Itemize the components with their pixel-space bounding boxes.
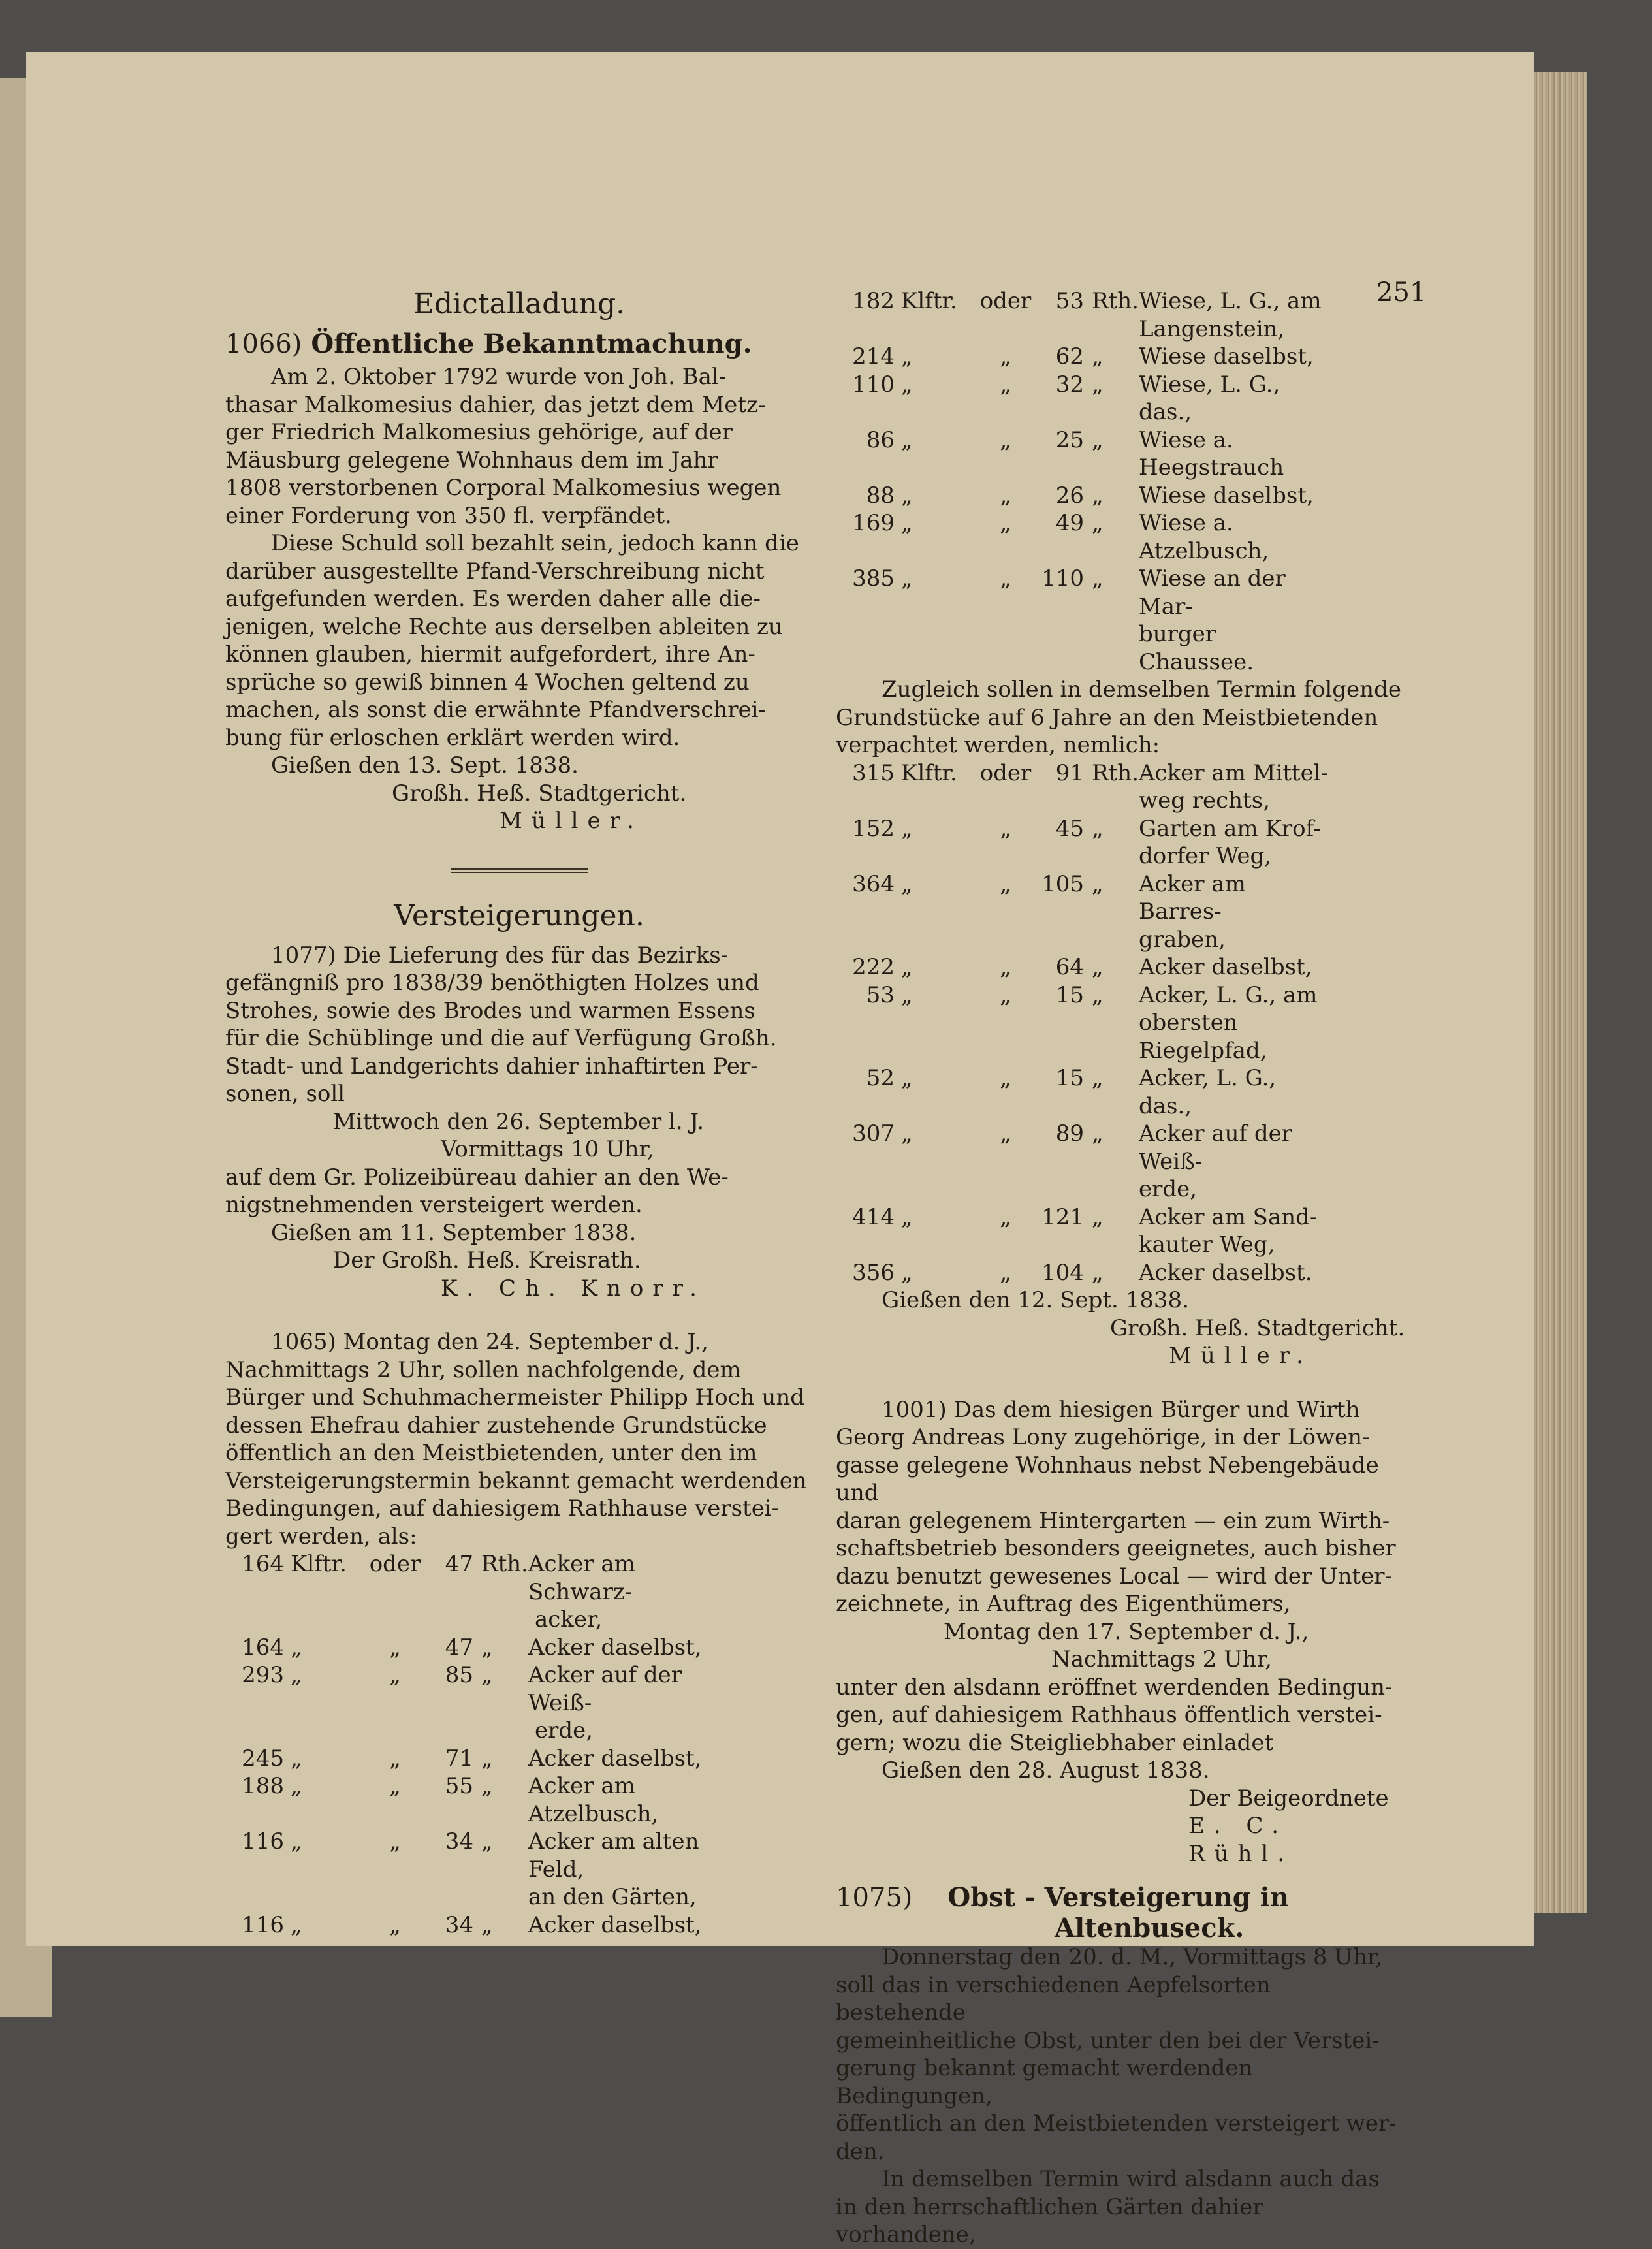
table-row [836,426,1335,482]
plot-area-ruthen: 25 [1055,426,1084,453]
plot-desc-line: Acker am Schwarz- [528,1551,635,1605]
plot-area-klafter: 188 [242,1773,284,1799]
plot-area-ruthen: 62 [1055,343,1084,370]
plot-unit: „ [901,981,913,1008]
plot-description [1139,953,1335,981]
text-line: verpachtet werden, nemlich: [836,732,1160,758]
plot-unit: „ [1092,981,1104,1008]
plot-unit: „ [291,1662,302,1688]
plot-area-klafter: 52 [866,1065,895,1091]
text-line: Mäusburg gelegene Wohnhaus dem im Jahr [225,447,718,473]
date-line: Montag den 17. September d. J., [944,1618,1309,1645]
plot-desc-line: Acker am Barres- [1138,870,1246,925]
table-row [225,1745,724,1773]
place-date: Gießen den 13. Sept. 1838. [271,752,579,778]
item-1001 [836,1396,1407,1868]
text-line: gern; wozu die Steigliebhaber einladet [836,1729,1274,1756]
text-line: dazu benutzt gewesenes Local — wird der Unter- [836,1563,1393,1589]
text-line: für die Schüblinge und die auf Verfügung Großh. [225,1025,777,1051]
plot-desc-line: Acker am alten Feld, [528,1828,699,1883]
text-line: gen, auf dahiesigem Rathhaus öffentlich verstei- [836,1702,1382,1728]
plot-description [1139,815,1335,870]
table-row [225,1634,724,1662]
plot-area-ruthen: 121 [1041,1204,1084,1230]
text-line: gert werden, als: [225,1523,417,1550]
plot-area-ruthen: 64 [1055,954,1084,980]
plot-desc-line: Wiese a. Atzelbusch, [1138,510,1269,564]
plot-area-ruthen: 47 [445,1634,473,1661]
plot-unit: „ [901,1065,913,1091]
plot-desc-line: erde, [1138,1176,1198,1202]
table-row [836,565,1335,676]
plot-unit: „ [1092,1121,1104,1147]
plot-unit: „ [901,371,913,398]
plot-unit: „ [901,482,913,509]
plot-description [1139,1204,1335,1259]
plot-desc-line: Acker am Atzelbusch, [528,1773,659,1827]
plot-oder: „ [1000,870,1011,897]
plot-area-ruthen: 34 [445,1828,473,1855]
plot-oder: „ [1000,566,1011,592]
plot-desc-line: Acker daselbst. [1138,1259,1312,1286]
plot-description [1139,509,1335,565]
plot-area-klafter: 214 [852,343,895,370]
plot-area-ruthen: 45 [1055,815,1084,842]
authority: Der Beigeordnete [1188,1785,1389,1811]
item-1077 [225,942,813,1303]
plot-unit: „ [481,1634,493,1661]
plot-unit: „ [1092,870,1104,897]
table-row [836,1259,1335,1287]
plot-area-klafter: 307 [852,1121,895,1147]
signature: Müller. [500,808,643,834]
plot-unit: „ [1092,815,1104,842]
plot-oder: „ [389,1745,401,1772]
plot-unit: „ [1092,371,1104,398]
text-line: dessen Ehefrau dahier zustehende Grundstücke [225,1412,767,1439]
plot-desc-line: acker, [534,1606,603,1633]
text-line: daran gelegenem Hintergarten — ein zum Wirth- [836,1507,1390,1534]
plot-area-klafter: 86 [866,426,895,453]
plot-desc-line: Acker daselbst, [528,1634,702,1661]
plot-description [528,1911,724,1939]
text-line: gefängniß pro 1838/39 benöthigten Holzes und [225,970,759,996]
plot-oder: „ [1000,954,1011,980]
plot-unit: „ [1092,1259,1104,1286]
plot-unit: „ [1092,510,1104,536]
plot-unit: „ [901,870,913,897]
text-line: Bürger und Schuhmachermeister Philipp Hoch und [225,1384,804,1411]
plot-desc-line: Acker, L. G., das., [1138,1065,1277,1119]
plot-oder: „ [389,1773,401,1799]
plot-unit: „ [1092,954,1104,980]
plot-unit: „ [481,1773,493,1799]
item-1075-number: 1075) [836,1883,913,1913]
plot-unit: Rth. [1092,759,1139,786]
plot-area-klafter: 385 [852,566,895,592]
text-line: gasse gelegene Wohnhaus nebst Nebengebäude und [836,1452,1379,1506]
plot-unit: „ [1092,482,1104,509]
table-row [836,1120,1335,1204]
plot-area-klafter: 245 [242,1745,284,1772]
plot-area-ruthen: 15 [1055,981,1084,1008]
text-line: 1001) Das dem hiesigen Bürger und Wirth [882,1396,1360,1423]
plot-unit: „ [291,1828,302,1855]
time-line: Nachmittags 2 Uhr, [1051,1646,1273,1672]
plot-unit: „ [291,1773,302,1799]
signature: E. C. Rühl. [1188,1813,1294,1867]
place-date: Gießen den 12. Sept. 1838. [882,1287,1189,1313]
plot-desc-line: Wiese an der Mar- [1138,566,1286,620]
text-line: den. [836,2138,885,2165]
plot-desc-line: obersten Riegelpfad, [1138,1010,1267,1064]
text-line: Versteigerungstermin bekannt gemacht werdenden [225,1467,807,1494]
table-row [836,1064,1335,1120]
plot-description [528,1661,724,1745]
plot-area-ruthen: 110 [1041,566,1084,592]
authority: Großh. Heß. Stadtgericht. [392,780,687,806]
text-line: bung für erloschen erklärt werden wird. [225,724,680,751]
plot-description [1139,287,1335,343]
item-1066-title: Öffentliche Bekanntmachung. [311,328,752,359]
table-row [836,981,1335,1065]
plot-description [528,1772,724,1828]
plot-description [1139,1259,1335,1287]
table-row [836,371,1335,426]
date-line: Mittwoch den 26. September l. J. [333,1108,705,1135]
text-line: nigstnehmenden versteigert werden. [225,1192,643,1218]
authority: Großh. Heß. Stadtgericht. [1110,1315,1405,1341]
table-row [836,870,1335,954]
signature: Müller. [1169,1343,1312,1369]
plot-desc-line: graben, [1138,926,1226,953]
plot-area-ruthen: 53 [1055,288,1084,314]
plot-area-klafter: 356 [852,1259,895,1286]
plot-unit: Rth. [481,1551,528,1577]
text-line: Stadt- und Landgerichts dahier inhaftirten Per- [225,1053,758,1079]
place-date: Gießen am 11. September 1838. [271,1219,637,1246]
plot-oder: „ [1000,1065,1011,1091]
text-line: Diese Schuld soll bezahlt sein, jedoch kann die [271,530,799,556]
plot-unit: „ [901,815,913,842]
plot-area-ruthen: 85 [445,1662,473,1688]
plot-area-ruthen: 104 [1041,1259,1084,1286]
plot-desc-line: Acker auf der Weiß- [528,1662,682,1716]
place-date: Gießen den 28. August 1838. [882,1757,1210,1783]
signature: K. Ch. Knorr. [441,1275,706,1301]
edictalladung-heading: Edictalladung. [413,287,626,321]
text-line: schaftsbetrieb besonders geeignetes, auch bisher [836,1535,1396,1561]
plot-area-klafter: 116 [242,1911,284,1938]
plot-area-klafter: 414 [852,1204,895,1230]
table-row [836,1204,1335,1259]
text-line: 1077) Die Lieferung des für das Bezirks- [271,942,729,968]
plot-desc-line: Wiese, L. G., das., [1138,371,1280,425]
plot-oder: „ [1000,371,1011,398]
plot-area-klafter: 222 [852,954,895,980]
plot-area-ruthen: 32 [1055,371,1084,398]
plot-unit: „ [901,510,913,536]
table-row [836,953,1335,981]
plot-unit: „ [1092,343,1104,370]
item-1065 [225,1328,813,1939]
text-line: 1065) Montag den 24. September d. J., [271,1329,708,1355]
item-1075-title-line1: Obst - Versteigerung in [947,1882,1289,1913]
plot-unit: „ [901,1259,913,1286]
item-1075 [836,1882,1407,2249]
plot-area-klafter: 116 [242,1828,284,1855]
plot-desc-line: Langenstein, [1138,315,1285,342]
plot-description [1139,981,1335,1065]
plot-unit: „ [481,1662,493,1688]
plot-unit: „ [901,1204,913,1230]
plot-unit: „ [291,1745,302,1772]
text-line: darüber ausgestellte Pfand-Verschreibung nicht [225,558,765,584]
plot-description [1139,870,1335,954]
text-line: auf dem Gr. Polizeibüreau dahier an den We- [225,1164,729,1190]
plot-description [1139,565,1335,676]
item-1066-body [225,363,813,835]
plot-unit: „ [1092,426,1104,453]
text-line: Grundstücke auf 6 Jahre an den Meistbietenden [836,704,1378,731]
plot-oder: „ [389,1828,401,1855]
table-row [225,1772,724,1828]
plot-area-klafter: 152 [852,815,895,842]
table-row [225,1828,724,1911]
plot-desc-line: an den Gärten, [528,1884,697,1910]
plot-desc-line: Wiese daselbst, [1138,482,1314,509]
item-1075-heading [836,1882,1407,1913]
plot-description [1139,426,1335,482]
text-line: 1808 verstorbenen Corporal Malkomesius wegen [225,475,782,501]
text-line: in den herrschaftlichen Gärten dahier vorhandene, [836,2193,1263,2248]
page-number: 251 [1376,278,1427,308]
plot-oder: oder [979,759,1032,786]
text-line: zeichnete, in Auftrag des Eigenthümers, [836,1591,1291,1617]
plot-unit: „ [481,1828,493,1855]
plot-oder: „ [1000,426,1011,453]
plot-area-ruthen: 34 [445,1911,473,1938]
plot-description [1139,371,1335,426]
plot-area-klafter: 293 [242,1662,284,1688]
text-line: Strohes, sowie des Brodes und warmen Essens [225,997,755,1024]
plot-desc-line: Acker am Sand- [1138,1204,1318,1230]
text-line: sprüche so gewiß binnen 4 Wochen geltend zu [225,669,750,695]
table-row [225,1661,724,1745]
text-line: können glauben, hiermit aufgefordert, ihre An- [225,641,755,667]
versteigerungen-heading: Versteigerungen. [394,899,644,933]
plot-unit: Klftr. [901,759,957,786]
plot-unit: „ [901,1121,913,1147]
plot-area-klafter: 53 [866,981,895,1008]
plot-unit: Rth. [1092,288,1139,314]
text-line: Nachmittags 2 Uhr, sollen nachfolgende, dem [225,1356,741,1383]
plot-oder: oder [369,1551,421,1577]
plot-area-ruthen: 26 [1055,482,1084,509]
text-line: Bedingungen, auf dahiesigem Rathhause verstei- [225,1495,780,1522]
plot-area-ruthen: 89 [1055,1121,1084,1147]
plot-desc-line: Acker daselbst, [528,1745,702,1772]
plot-description [528,1828,724,1911]
plot-area-ruthen: 55 [445,1773,473,1799]
plot-unit: „ [291,1634,302,1661]
time-line: Vormittags 10 Uhr, [441,1136,654,1162]
plot-desc-line: Acker daselbst, [528,1911,702,1938]
plot-desc-line: Wiese a. Heegstrauch [1138,426,1284,481]
item-1075-title-line2: Altenbuseck. [1055,1913,1245,1943]
plot-area-ruthen: 49 [1055,510,1084,536]
table-row [836,509,1335,565]
plot-unit: „ [481,1911,493,1938]
plot-area-klafter: 110 [852,371,895,398]
text-line: Am 2. Oktober 1792 wurde von Joh. Bal- [271,364,727,390]
plot-area-klafter: 88 [866,482,895,509]
plot-description [1139,343,1335,371]
text-line: aufgefunden werden. Es werden daher alle die- [225,586,761,612]
text-line: gemeinheitliche Obst, unter den bei der Verstei- [836,2027,1380,2054]
plot-unit: Klftr. [291,1551,347,1577]
plot-oder: oder [979,288,1032,314]
plot-area-klafter: 315 [852,759,895,786]
text-line: Georg Andreas Lony zugehörige, in der Löwen- [836,1424,1370,1450]
plot-desc-line: Garten am Krof- [1138,815,1321,842]
plot-area-ruthen: 71 [445,1745,473,1772]
text-line: einer Forderung von 350 fl. verpfändet. [225,502,672,529]
plot-oder: „ [1000,1259,1011,1286]
plot-description [1139,1064,1335,1120]
plot-description [1139,482,1335,510]
plot-desc-line: burger Chaussee. [1138,621,1254,675]
text-line: öffentlich an den Meistbietenden versteigert wer- [836,2111,1397,2137]
text-line: unter den alsdann eröffnet werdenden Bedingun- [836,1674,1393,1700]
text-line: öffentlich an den Meistbietenden, unter den im [225,1440,757,1466]
plot-desc-line: kauter Weg, [1138,1232,1275,1258]
plot-desc-line: Wiese, L. G., am [1138,288,1322,314]
plot-unit: „ [1092,566,1104,592]
plot-oder: „ [1000,510,1011,536]
table-row [225,1550,724,1634]
plot-description [528,1550,724,1634]
plot-area-klafter: 364 [852,870,895,897]
plot-description [528,1745,724,1773]
plot-desc-line: Acker am Mittel- [1138,759,1329,786]
plot-oder: „ [1000,815,1011,842]
item-1066-number: 1066) [225,329,302,359]
plot-area-ruthen: 105 [1041,870,1084,897]
table-row [836,287,1335,343]
plot-unit: „ [901,343,913,370]
plot-area-ruthen: 91 [1055,759,1084,786]
plot-oder: „ [1000,343,1011,370]
text-line: jenigen, welche Rechte aus derselben ableiten zu [225,613,783,640]
text-line: machen, als sonst die erwähnte Pfandverschrei- [225,697,767,723]
plot-area-ruthen: 15 [1055,1065,1084,1091]
plot-oder: „ [1000,1121,1011,1147]
left-column [225,287,813,1939]
text-line: soll das in verschiedenen Aepfelsorten bestehende [836,1971,1271,2026]
text-line: Zugleich sollen in demselben Termin folgende [882,677,1401,703]
text-line: ger Friedrich Malkomesius gehörige, auf der [225,419,733,445]
plot-unit: „ [901,426,913,453]
plot-desc-line: Acker auf der Weiß- [1138,1121,1293,1175]
plot-oder: „ [389,1662,401,1688]
table-row [836,482,1335,510]
table-row [836,815,1335,870]
plot-unit: „ [291,1911,302,1938]
plot-unit: „ [901,566,913,592]
plot-unit: „ [1092,1204,1104,1230]
plots-table-right-top [836,287,1335,676]
plot-oder: „ [1000,981,1011,1008]
item-1066-heading [225,328,813,359]
plot-description [1139,759,1335,815]
table-row [225,1911,724,1939]
plot-unit: Klftr. [901,288,957,314]
plot-area-klafter: 164 [242,1634,284,1661]
plot-oder: „ [389,1911,401,1938]
plot-unit: „ [481,1745,493,1772]
text-line: thasar Malkomesius dahier, das jetzt dem Metz- [225,391,766,418]
section-divider [451,868,588,873]
plot-area-klafter: 169 [852,510,895,536]
plots-table-left [225,1550,724,1939]
plot-description [528,1634,724,1662]
authority: Der Großh. Heß. Kreisrath. [333,1247,641,1273]
plot-desc-line: dorfer Weg, [1138,843,1272,869]
plot-oder: „ [1000,482,1011,509]
plot-desc-line: erde, [534,1717,594,1744]
plot-area-klafter: 164 [242,1551,284,1577]
table-row [836,343,1335,371]
plot-desc-line: Wiese daselbst, [1138,343,1314,370]
plot-area-klafter: 182 [852,288,895,314]
plot-description [1139,1120,1335,1204]
plot-desc-line: weg rechts, [1138,788,1270,814]
plot-desc-line: Acker daselbst, [1138,954,1312,980]
plot-unit: „ [901,954,913,980]
text-line: Donnerstag den 20. d. M., Vormittags 8 Uhr, [882,1944,1383,1970]
plot-oder: „ [389,1634,401,1661]
plot-area-ruthen: 47 [445,1551,473,1577]
text-line: gerung bekannt gemacht werdenden Bedingungen, [836,2055,1253,2109]
table-row [836,759,1335,815]
text-line: sonen, soll [225,1081,345,1107]
plot-desc-line: Acker, L. G., am [1138,981,1318,1008]
plot-unit: „ [1092,1065,1104,1091]
plot-oder: „ [1000,1204,1011,1230]
plots-table-right-lease [836,759,1335,1287]
text-line: In demselben Termin wird alsdann auch das [882,2166,1380,2192]
right-column [836,287,1407,2249]
